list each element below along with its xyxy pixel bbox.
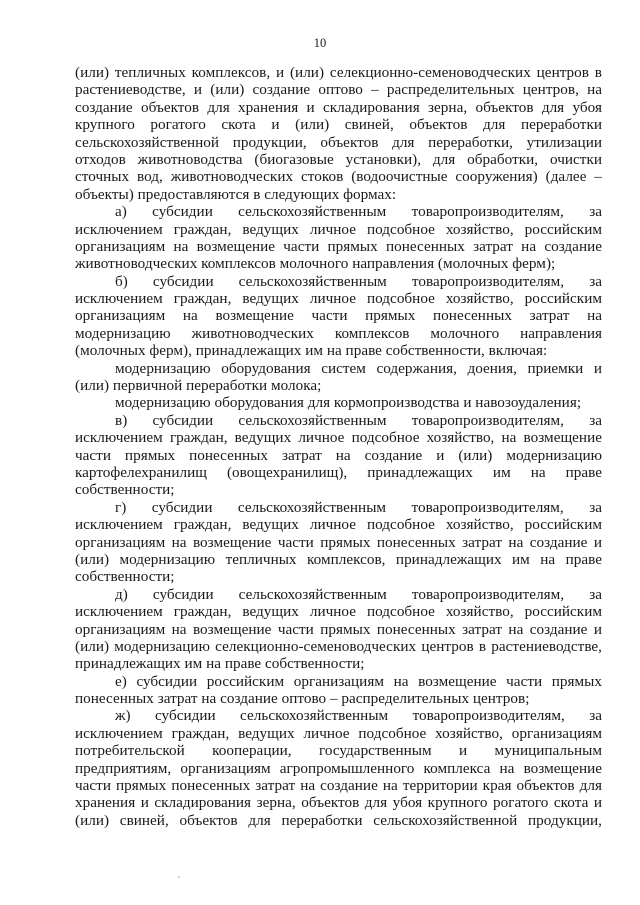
text-line: сельскохозяйственной продукции, объектов для переработки, утилизации [75,133,602,151]
text-line: а) субсидии сельскохозяйственным товаропроизводителям, за [115,203,602,221]
text-line: организациям на возмещение части прямых понесенных затрат на создание и [75,533,602,551]
text-line: части прямых понесенных затрат на создание и (или) модернизацию [75,446,602,464]
text-line: модернизацию оборудования систем содержания, доения, приемки и [115,359,602,377]
text-line: собственности; [75,568,175,586]
text-line: (или) модернизацию селекционно-семеноводческих центров в растениеводстве, [75,637,602,655]
text-line: ж) субсидии сельскохозяйственным товаропроизводителям, за [115,707,602,725]
text-line: (или) первичной переработки молока; [75,377,322,395]
text-line: (или) свиней, объектов для переработки сельскохозяйственной продукции, [75,811,602,829]
text-line: понесенных затрат на создание оптово – распределительных центров; [75,690,530,708]
text-line: части прямых понесенных затрат на создание на территории края объектов для [75,777,602,795]
text-line: растениеводстве, и (или) создание оптово – распределительных центров, на [75,81,602,99]
text-line: организациям на возмещение части прямых понесенных затрат на [75,307,602,325]
document-body [75,64,602,829]
text-line: г) субсидии сельскохозяйственным товаропроизводителям, за [115,498,602,516]
text-line: сточных вод, животноводческих стоков (водоочистные сооружения) (далее – [75,168,602,186]
text-line: (молочных ферм), принадлежащих им на праве собственности, включая: [75,342,548,360]
text-line: организациям на возмещение части прямых понесенных затрат на создание [75,237,602,255]
text-line: исключением граждан, ведущих личное подсобное хозяйство, организациям [75,724,602,742]
text-line: исключением граждан, ведущих личное подсобное хозяйство, российским [75,516,602,534]
text-line: в) субсидии сельскохозяйственным товаропроизводителям, за [115,411,602,429]
scan-speck [178,876,180,878]
text-line: животноводческих комплексов молочного направления (молочных ферм); [75,255,556,273]
text-line: д) субсидии сельскохозяйственным товаропроизводителям, за [115,585,602,603]
text-line: исключением граждан, ведущих личное подсобное хозяйство, российским [75,290,602,308]
text-line: предприятиям, организациям агропромышленного комплекса на возмещение [75,759,602,777]
text-line: модернизацию оборудования для кормопроизводства и навозоудаления; [115,394,582,412]
text-line: (или) модернизацию тепличных комплексов, принадлежащих им на праве [75,550,602,568]
text-line: собственности; [75,481,175,499]
text-line: создание объектов для хранения и складирования зерна, объектов для убоя [75,98,602,116]
text-line: исключением граждан, ведущих личное подсобное хозяйство, российским [75,220,602,238]
text-line: картофелехранилищ (овощехранилищ), принадлежащих им на праве [75,463,602,481]
text-line: хранения и складирования зерна, объектов для убоя крупного рогатого скота и [75,794,602,812]
text-line: е) субсидии российским организациям на возмещение части прямых [115,672,602,690]
text-line: принадлежащих им на праве собственности; [75,655,365,673]
page-number: 10 [313,36,327,50]
text-line: организациям на возмещение части прямых понесенных затрат на создание и [75,620,602,638]
text-line: потребительской кооперации, государственным и муниципальным [75,742,602,760]
text-line: модернизацию животноводческих комплексов молочного направления [75,324,602,342]
text-line: (или) тепличных комплексов, и (или) селекционно-семеноводческих центров в [75,64,602,81]
text-line: б) субсидии сельскохозяйственным товаропроизводителям, за [115,272,602,290]
text-line: объекты) предоставляются в следующих формах: [75,185,397,203]
text-line: крупного рогатого скота и (или) свиней, объектов для переработки [75,116,602,134]
text-line: исключением граждан, ведущих личное подсобное хозяйство, российским [75,603,602,621]
text-line: исключением граждан, ведущих личное подсобное хозяйство, на возмещение [75,429,602,447]
text-line: отходов животноводства (биогазовые установки), для обработки, очистки [75,150,602,168]
